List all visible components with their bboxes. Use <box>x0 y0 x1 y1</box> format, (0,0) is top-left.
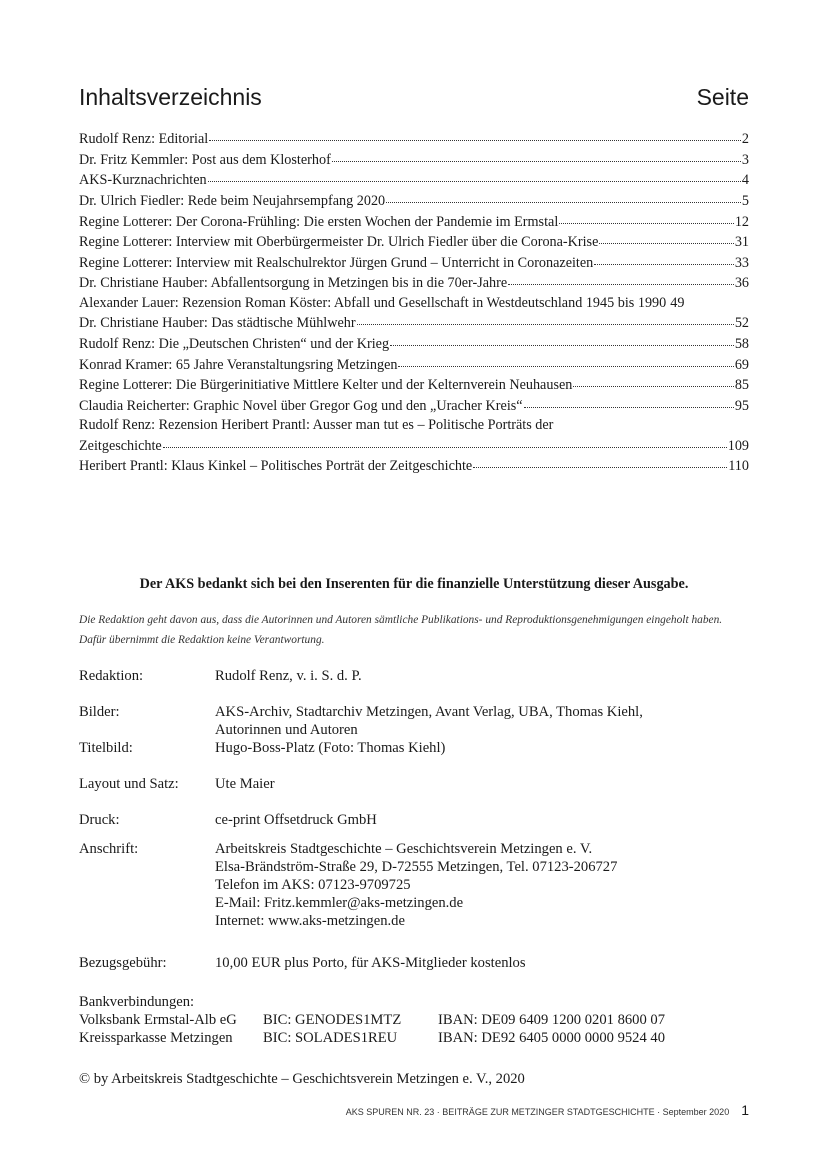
toc-entry <box>79 313 749 334</box>
toc-entry-title: Rudolf Renz: Editorial <box>79 131 209 148</box>
bank-iban: IBAN: DE92 6405 0000 0000 9524 40 <box>438 1030 666 1046</box>
impressum-label: Druck: <box>79 812 120 828</box>
address-line: Elsa-Brändström-Straße 29, D-72555 Metzingen, Tel. 07123-206727 <box>215 859 618 875</box>
impressum-value: Rudolf Renz, v. i. S. d. P. <box>215 668 362 684</box>
toc-entry <box>79 232 749 253</box>
toc-entry-title: Heribert Prantl: Klaus Kinkel – Politisches Porträt der Zeitgeschichte <box>79 458 473 475</box>
impressum-label: Layout und Satz: <box>79 776 179 792</box>
toc-entry-line2 <box>79 436 749 457</box>
dot-leader <box>473 456 727 470</box>
toc-entry-page: 85 <box>734 377 749 394</box>
dot-leader <box>594 253 734 267</box>
toc-entry <box>79 191 749 212</box>
toc-entry-page: 110 <box>728 458 749 475</box>
toc-page-label: Seite <box>696 84 749 110</box>
dot-leader <box>208 170 741 184</box>
bank-iban: IBAN: DE09 6409 1200 0201 8600 07 <box>438 1012 666 1028</box>
impressum-label: Bezugsgebühr: <box>79 955 167 971</box>
dot-leader <box>398 354 733 368</box>
toc-entry <box>79 150 749 171</box>
bank-name: Kreissparkasse Metzingen <box>79 1030 233 1046</box>
bank-row <box>79 1029 749 1047</box>
toc-entry-page: 36 <box>734 275 749 292</box>
copyright-notice: © by Arbeitskreis Stadtgeschichte – Geschichtsverein Metzingen e. V., 2020 <box>79 1071 525 1087</box>
toc-entry-page: 12 <box>734 213 749 230</box>
impressum-value: Hugo-Boss-Platz (Foto: Thomas Kiehl) <box>215 740 446 756</box>
toc-entry-title: Claudia Reicherter: Graphic Novel über Gregor Gog und den „Uracher Kreis“ <box>79 397 523 414</box>
page-footer <box>79 1102 749 1118</box>
toc-entry-page: 33 <box>734 254 749 271</box>
phone-line: Telefon im AKS: 07123-9709725 <box>215 877 411 893</box>
impressum-value <box>215 840 749 930</box>
dot-leader <box>599 232 733 246</box>
toc-entry <box>79 253 749 274</box>
website-line: Internet: www.aks-metzingen.de <box>215 913 405 929</box>
toc-entry-title: Alexander Lauer: Rezension Roman Köster: Abfall und Gesellschaft in Westdeutschland 1945 bis 1990 <box>79 294 667 311</box>
dot-leader <box>386 191 741 205</box>
toc-entry-title: Konrad Kramer: 65 Jahre Veranstaltungsring Metzingen <box>79 356 398 373</box>
sponsor-thanks: Der AKS bedankt sich bei den Inserenten für die finanzielle Unterstützung dieser Ausgabe. <box>139 576 689 592</box>
bank-heading-text: Bankverbindungen: <box>79 994 195 1010</box>
address-line: Arbeitskreis Stadtgeschichte – Geschichtsverein Metzingen e. V. <box>215 841 593 857</box>
impressum-label: Bilder: <box>79 704 120 720</box>
dot-leader <box>573 375 733 389</box>
dot-leader <box>332 150 741 164</box>
toc-entry-title: Rudolf Renz: Die „Deutschen Christen“ und der Krieg <box>79 335 390 352</box>
dot-leader <box>559 211 734 225</box>
email-line: E-Mail: Fritz.kemmler@aks-metzingen.de <box>215 895 464 911</box>
toc-entry-title: AKS-Kurznachrichten <box>79 172 207 189</box>
toc-title: Inhaltsverzeichnis <box>79 84 262 110</box>
toc-entry-title: Regine Lotterer: Interview mit Realschulrektor Jürgen Grund – Unterricht in Coronazeiten <box>79 254 594 271</box>
toc-entry-page: 49 <box>670 294 685 311</box>
bank-bic: BIC: GENODES1MTZ <box>263 1012 402 1028</box>
toc-entry-title-cont: Zeitgeschichte <box>79 437 162 454</box>
toc-entry <box>79 334 749 355</box>
dot-leader <box>524 396 734 410</box>
toc-entry-page: 69 <box>734 356 749 373</box>
page-number: 1 <box>741 1102 749 1118</box>
toc-entry <box>79 129 749 150</box>
toc-entry <box>79 396 749 417</box>
toc-entry-page: 95 <box>734 397 749 414</box>
impressum-line: AKS-Archiv, Stadtarchiv Metzingen, Avant Verlag, UBA, Thomas Kiehl, <box>215 704 643 720</box>
toc-entry-title: Regine Lotterer: Die Bürgerinitiative Mittlere Kelter und der Kelternverein Neuhausen <box>79 377 573 394</box>
editorial-disclaimer: Die Redaktion geht davon aus, dass die Autorinnen und Autoren sämtliche Publikations- und Reproduktionsgenehmigungen eingeholt haben. Dafür übernimmt die Redaktion keine Verantwortung. <box>79 614 723 646</box>
dot-leader <box>390 334 734 348</box>
toc-entry-title: Dr. Fritz Kemmler: Post aus dem Klosterhof <box>79 151 331 168</box>
bank-bic: BIC: SOLADES1REU <box>263 1030 398 1046</box>
toc-entry <box>79 273 749 294</box>
footer-text: AKS SPUREN NR. 23 · BEITRÄGE ZUR METZINGER STADTGESCHICHTE · September 2020 <box>345 1107 730 1117</box>
bank-name: Volksbank Ermstal-Alb eG <box>79 1012 237 1028</box>
impressum-line: Autorinnen und Autoren <box>215 722 358 738</box>
impressum-value: 10,00 EUR plus Porto, für AKS-Mitglieder kostenlos <box>215 955 526 971</box>
bank-heading <box>79 993 749 1011</box>
impressum-value <box>215 703 749 739</box>
toc-entry-page: 4 <box>741 172 749 189</box>
toc-entry <box>79 354 749 375</box>
toc-entry <box>79 294 749 313</box>
toc-entry-page: 2 <box>741 131 749 148</box>
bank-details <box>79 993 749 1047</box>
toc-entry-page: 109 <box>727 437 749 454</box>
toc-header <box>79 84 749 114</box>
toc-entry-title: Dr. Christiane Hauber: Das städtische Mühlwehr <box>79 315 356 332</box>
toc-entry <box>79 375 749 396</box>
impressum-label: Titelbild: <box>79 740 133 756</box>
impressum-value: Ute Maier <box>215 776 275 792</box>
toc-entry <box>79 456 749 477</box>
dot-leader <box>357 313 734 327</box>
impressum-value: ce-print Offsetdruck GmbH <box>215 812 377 828</box>
toc-entry-page: 52 <box>734 315 749 332</box>
toc-entry <box>79 211 749 232</box>
toc-entry-title: Dr. Ulrich Fiedler: Rede beim Neujahrsempfang 2020 <box>79 192 386 209</box>
table-of-contents <box>79 129 749 477</box>
toc-entry-title: Rudolf Renz: Rezension Heribert Prantl: Ausser man tut es – Politische Porträts der <box>79 417 554 434</box>
dot-leader <box>508 273 734 287</box>
bank-row <box>79 1011 749 1029</box>
toc-entry-page: 5 <box>741 192 749 209</box>
toc-entry-title: Regine Lotterer: Interview mit Oberbürgermeister Dr. Ulrich Fiedler über die Corona-Krise <box>79 234 599 251</box>
toc-entry-page: 3 <box>741 151 749 168</box>
impressum-label: Redaktion: <box>79 668 144 684</box>
toc-entry <box>79 170 749 191</box>
toc-entry-title: Regine Lotterer: Der Corona-Frühling: Die ersten Wochen der Pandemie im Ermstal <box>79 213 559 230</box>
toc-entry-line1 <box>79 416 749 435</box>
toc-entry-page: 31 <box>734 234 749 251</box>
toc-entry-page: 58 <box>734 335 749 352</box>
impressum-label: Anschrift: <box>79 841 139 857</box>
toc-entry-title: Dr. Christiane Hauber: Abfallentsorgung in Metzingen bis in die 70er-Jahre <box>79 275 508 292</box>
dot-leader <box>209 129 741 143</box>
dot-leader <box>163 436 727 450</box>
document-page <box>79 0 749 1169</box>
